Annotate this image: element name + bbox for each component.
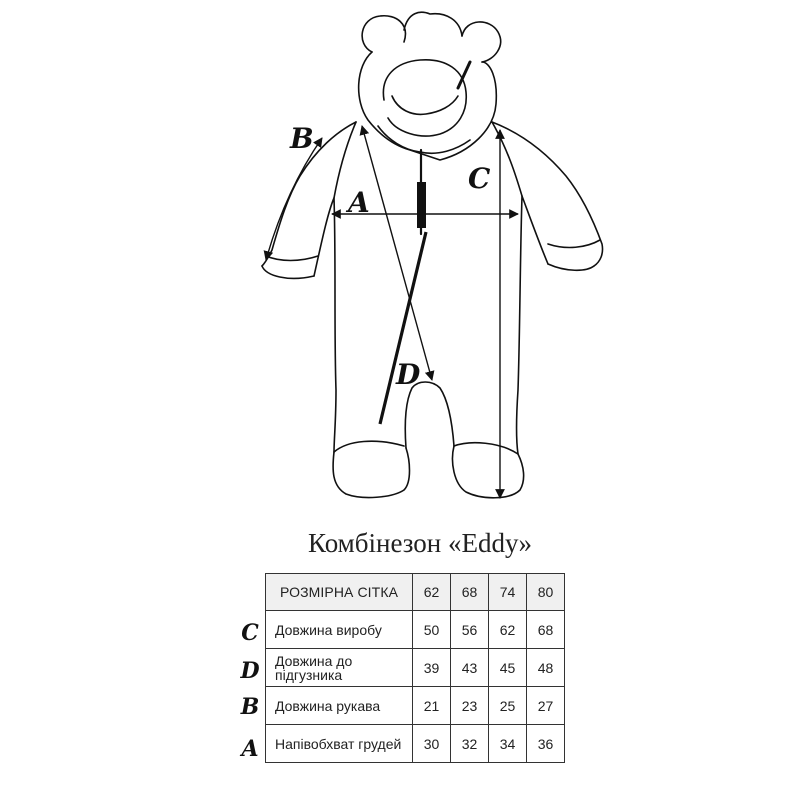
row-label: Напівобхват грудей — [275, 735, 402, 752]
table-cell: 23 — [451, 687, 489, 725]
collar — [378, 126, 470, 153]
hood-top-fur — [404, 12, 462, 36]
table-header-row — [266, 574, 565, 611]
table-cell: 36 — [527, 725, 565, 763]
left-foot — [333, 448, 409, 497]
table-cell: 48 — [527, 649, 565, 687]
table-cell: 21 — [413, 687, 451, 725]
hood-opening — [383, 60, 466, 136]
row-letter-c: C — [241, 620, 259, 646]
label-b: B — [290, 122, 314, 155]
row-letter-b: B — [240, 694, 260, 720]
hood-outer — [359, 52, 497, 160]
size-header: 62 — [413, 574, 451, 611]
size-chart-table — [265, 573, 565, 763]
product-title: Комбінезон «Eddy» — [308, 528, 532, 558]
size-header: 68 — [451, 574, 489, 611]
table-cell: 27 — [527, 687, 565, 725]
right-ear — [462, 22, 501, 62]
row-label: Довжина виробу — [275, 621, 382, 638]
row-label: Довжина до підгузника — [275, 652, 353, 683]
size-header: 80 — [527, 574, 565, 611]
label-c: C — [468, 162, 491, 195]
row-label: Довжина рукава — [275, 697, 381, 714]
right-foot — [453, 446, 524, 498]
table-cell: 30 — [413, 725, 451, 763]
size-chart-header: РОЗМІРНА СІТКА — [266, 574, 413, 611]
table-cell: 34 — [489, 725, 527, 763]
strap-line — [380, 232, 426, 424]
table-cell: 25 — [489, 687, 527, 725]
row-letter-a: A — [241, 736, 259, 762]
table-cell: 39 — [413, 649, 451, 687]
table-cell: 50 — [413, 611, 451, 649]
table-cell: 56 — [451, 611, 489, 649]
table-cell: 62 — [489, 611, 527, 649]
table-row — [266, 725, 565, 763]
table-cell: 43 — [451, 649, 489, 687]
table-row — [266, 687, 565, 725]
table-cell: 32 — [451, 725, 489, 763]
table-row — [266, 649, 565, 687]
label-a: A — [348, 186, 370, 219]
left-cuff — [262, 266, 314, 278]
right-cuff — [548, 264, 594, 270]
table-row — [266, 611, 565, 649]
table-cell: 45 — [489, 649, 527, 687]
table-cell: 68 — [527, 611, 565, 649]
body-right — [492, 122, 603, 266]
size-header: 74 — [489, 574, 527, 611]
label-d: D — [396, 358, 421, 391]
row-letter-d: D — [240, 658, 260, 684]
left-ear — [362, 16, 405, 52]
